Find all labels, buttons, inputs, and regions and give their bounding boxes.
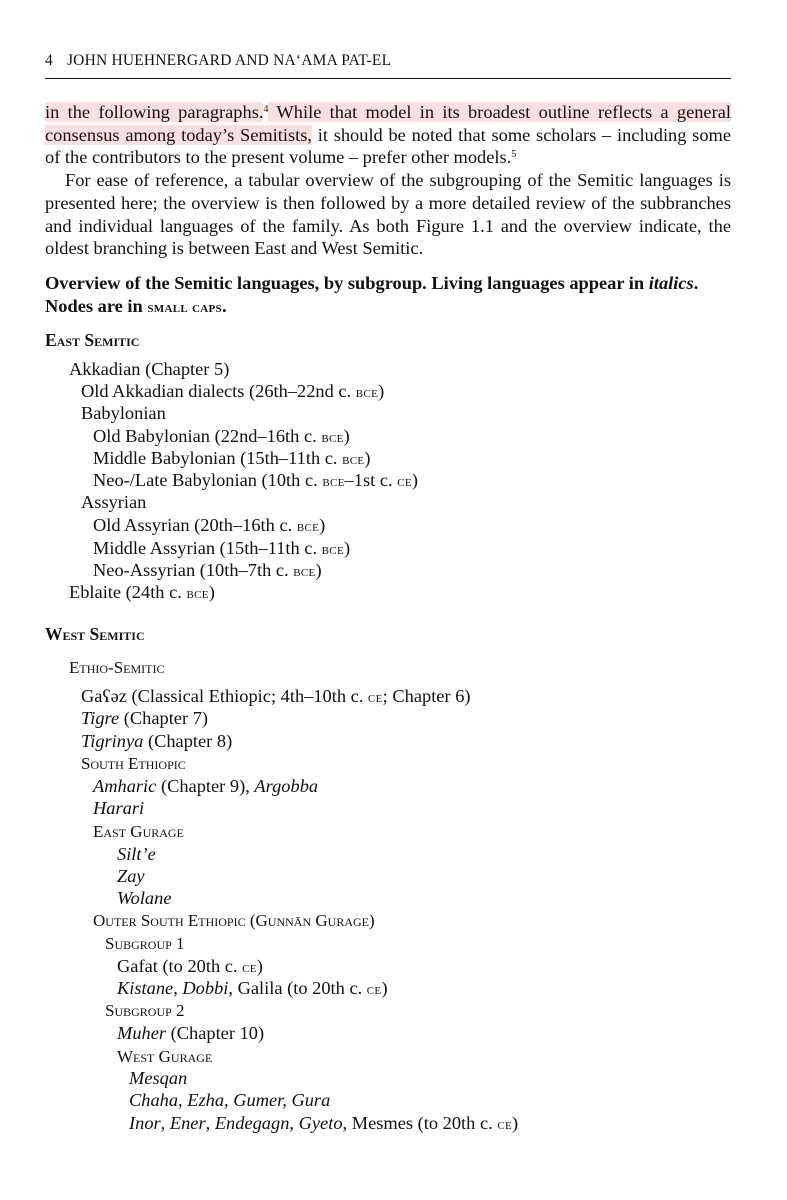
overview-heading-italics: italics	[648, 273, 694, 293]
lang-silte: Silt’e	[117, 844, 156, 864]
paragraph-2: For ease of reference, a tabular overview of the subgrouping of the Semitic languages is presented here; the overview is then followed by a more detailed review of the subbranches and individual languages of the family. As both Figure 1.1 and the overview indicate, the oldest branching is between East and West Semitic.	[45, 170, 731, 259]
lang-inor-group: Inor, Ener, Endegagn, Gyeto, Mesmes (to 20th c. ce)	[129, 1113, 519, 1133]
node-south-ethiopic: South Ethiopic	[81, 754, 186, 773]
overview-heading-text-c: .	[221, 295, 227, 316]
lang-tigre: Tigre (Chapter 7)	[81, 708, 209, 728]
lang-eblaite: Eblaite (24th c. bce)	[69, 582, 215, 602]
header-rule	[45, 78, 731, 79]
lang-wolane: Wolane	[117, 888, 172, 908]
lang-kistane: Kistane, Dobbi, Galila (to 20th c. ce)	[117, 978, 388, 998]
node-west-gurage: West Gurage	[117, 1047, 213, 1066]
lang-neo-assyrian: Neo-Assyrian (10th–7th c. bce)	[93, 560, 322, 580]
lang-assyrian: Assyrian	[81, 492, 147, 512]
running-head-authors: JOHN HUEHNERGARD AND NA‘AMA PAT-EL	[66, 52, 392, 69]
paragraph-1	[45, 101, 731, 169]
node-east-gurage: East Gurage	[93, 822, 184, 841]
footnote-ref-4[interactable]: 4	[263, 104, 269, 115]
overview-heading	[45, 272, 745, 319]
lang-old-babylonian: Old Babylonian (22nd–16th c. bce)	[93, 426, 350, 446]
lang-amharic: Amharic (Chapter 9), Argobba	[93, 776, 319, 796]
node-east-semitic: East Semitic	[45, 330, 140, 350]
overview-heading-small-caps: small caps	[147, 299, 222, 316]
lang-akkadian: Akkadian (Chapter 5)	[69, 359, 230, 379]
overview-heading-text-b: . Nodes are in	[45, 273, 699, 316]
lang-gafat: Gafat (to 20th c. ce)	[117, 956, 263, 976]
node-west-semitic: West Semitic	[45, 624, 145, 644]
node-subgroup-2: Subgroup 2	[105, 1001, 185, 1020]
node-subgroup-1: Subgroup 1	[105, 934, 185, 953]
lang-zay: Zay	[117, 866, 145, 886]
node-ethio-semitic: Ethio-Semitic	[69, 658, 165, 677]
highlighted-text-b: While that model in its broadest outline reflects a general consensus among today’s Semitists,	[45, 102, 731, 145]
highlighted-text-a: in the following paragraphs.	[45, 102, 264, 122]
lang-middle-assyrian: Middle Assyrian (15th–11th c. bce)	[93, 538, 351, 558]
lang-old-akkadian: Old Akkadian dialects (26th–22nd c. bce)	[81, 381, 385, 401]
lang-harari: Harari	[93, 798, 145, 818]
footnote-ref-5[interactable]: 5	[511, 149, 517, 161]
node-outer-south-ethiopic: Outer South Ethiopic (Gunnān Gurage)	[93, 911, 375, 930]
lang-babylonian: Babylonian	[81, 403, 166, 423]
running-head	[45, 52, 391, 70]
lang-neo-babylonian: Neo-/Late Babylonian (10th c. bce–1st c. ce)	[93, 470, 419, 490]
lang-old-assyrian: Old Assyrian (20th–16th c. bce)	[93, 515, 326, 535]
paragraph-1-rest: it should be noted that some scholars – including some of the contributors to the present volume – prefer other models.	[45, 124, 732, 168]
page-number: 4	[45, 52, 53, 69]
lang-geez: Gaʕəz (Classical Ethiopic; 4th–10th c. ce; Chapter 6)	[81, 686, 471, 706]
body-text	[45, 101, 731, 260]
lang-mesqan: Mesqan	[129, 1068, 188, 1088]
lang-tigrinya: Tigrinya (Chapter 8)	[81, 731, 233, 751]
lang-chaha-group: Chaha, Ezha, Gumer, Gura	[129, 1090, 331, 1110]
overview-heading-text-a: Overview of the Semitic languages, by subgroup. Living languages appear in	[45, 273, 649, 293]
lang-middle-babylonian: Middle Babylonian (15th–11th c. bce)	[93, 448, 371, 468]
lang-muher: Muher (Chapter 10)	[117, 1023, 265, 1043]
